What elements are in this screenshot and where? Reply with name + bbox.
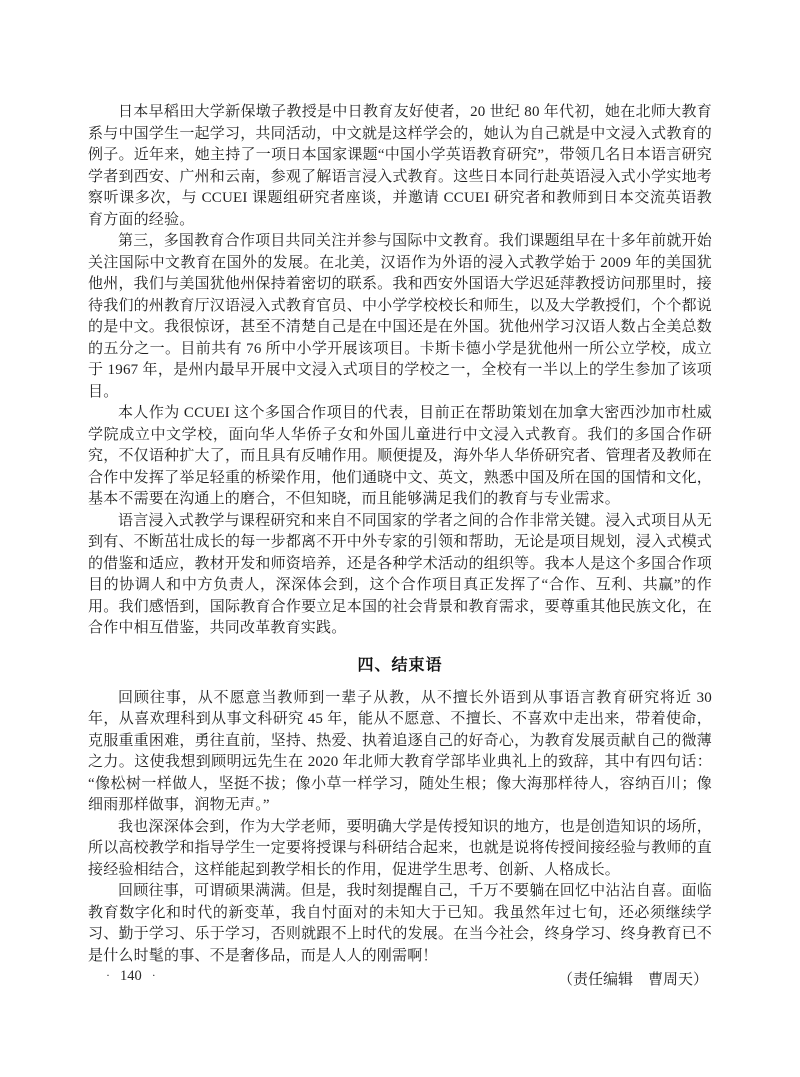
- editor-note: （责任编辑 曹周天）: [557, 972, 708, 988]
- page-number-left-dot: ·: [106, 968, 110, 982]
- page-number-value: 140: [120, 968, 142, 984]
- page-content: [88, 102, 712, 992]
- body-paragraph: 回顾往事，从不愿意当教师到一辈子从教，从不擅长外语到从事语言教育研究将近 30 年，从喜欢理科到从事文科研究 45 年，能从不愿意、不擅长、不喜欢中走出来，带着使命，克服重重困难，勇往直前，坚持、热爱、执着追逐自己的好奇心，为教育发展贡献自己的微薄之力。这使我想到顾明远先生在 2020 年北师大教育学部毕业典礼上的致辞，其中有四句话：“像松树一样做人，坚挺不拔；像小草一样学习，随处生根；像大海那样待人，容纳百川；像细雨那样做事，润物无声。”: [88, 689, 712, 813]
- body-paragraph: 我也深深体会到，作为大学老师，要明确大学是传授知识的地方，也是创造知识的场所，所以高校教学和指导学生一定要将授课与科研结合起来，也就是说将传授间接经验与教师的直接经验相结合，这样能起到教学相长的作用，促进学生思考、创新、人格成长。: [88, 818, 712, 878]
- page-number: [106, 966, 156, 985]
- body-paragraph: 本人作为 CCUEI 这个多国合作项目的代表，目前正在帮助策划在加拿大密西沙加市杜威学院成立中文学校，面向华人华侨子女和外国儿童进行中文浸入式教育。我们的多国合作研究，不仅语种扩大了，而且具有反哺作用。顺便提及，海外华人华侨研究者、管理者及教师在合作中发挥了举足轻重的桥梁作用，他们通晓中文、英文，熟悉中国及所在国的国情和文化，基本不需要在沟通上的磨合，不但知晓，而且能够满足我们的教育与专业需求。: [88, 405, 712, 507]
- body-paragraph: 日本早稻田大学新保墩子教授是中日教育友好使者，20 世纪 80 年代初，她在北师大教育系与中国学生一起学习，共同活动，中文就是这样学会的，她认为自己就是中文浸入式教育的例子。近年来，她主持了一项日本国家课题“中国小学英语教育研究”，带领几名日本语言研究学者到西安、广州和云南，参观了解语言浸入式教育。这些日本同行赴英语浸入式小学实地考察听课多次，与 CCUEI 课题组研究者座谈，并邀请 CCUEI 研究者和教师到日本交流英语教育方面的经验。: [88, 104, 712, 228]
- body-paragraph: 语言浸入式教学与课程研究和来自不同国家的学者之间的合作非常关键。浸入式项目从无到有、不断茁壮成长的每一步都离不开中外专家的引领和帮助，无论是项目规划，浸入式模式的借鉴和适应，教材开发和师资培养，还是各种学术活动的组织等。我本人是这个多国合作项目的协调人和中方负责人，深深体会到，这个合作项目真正发挥了“合作、互利、共赢”的作用。我们感悟到，国际教育合作要立足本国的社会背景和教育需求，要尊重其他民族文化，在合作中相互借鉴，共同改革教育实践。: [88, 512, 712, 636]
- body-paragraph: 第三，多国教育合作项目共同关注并参与国际中文教育。我们课题组早在十多年前就开始关注国际中文教育在国外的发展。在北美，汉语作为外语的浸入式教学始于 2009 年的美国犹他州，我们与美国犹他州保持着密切的联系。我和西安外国语大学迟延萍教授访问那里时，接待我们的州教育厅汉语浸入式教育官员、中小学学校校长和师生，以及大学教授们，个个都说的是中文。我很惊讶，甚至不清楚自己是在中国还是在外国。犹他州学习汉语人数占全美总数的五分之一。目前共有 76 所中小学开展该项目。卡斯卡德小学是犹他州一所公立学校，成立于 1967 年，是州内最早开展中文浸入式项目的学校之一，全校有一半以上的学生参加了该项目。: [88, 233, 712, 400]
- section-heading: 四、结束语: [357, 654, 443, 674]
- body-paragraph: 回顾往事，可谓硕果满满。但是，我时刻提醒自己，千万不要躺在回忆中沾沾自喜。面临教育数字化和时代的新变革，我自忖面对的未知大于已知。我虽然年过七旬，还必须继续学习、勤于学习、乐于学习，否则就跟不上时代的发展。在当今社会，终身学习、终身教育已不是什么时髦的事、不是奢侈品，而是人人的刚需啊！: [88, 883, 712, 964]
- page-number-right-dot: ·: [151, 968, 156, 982]
